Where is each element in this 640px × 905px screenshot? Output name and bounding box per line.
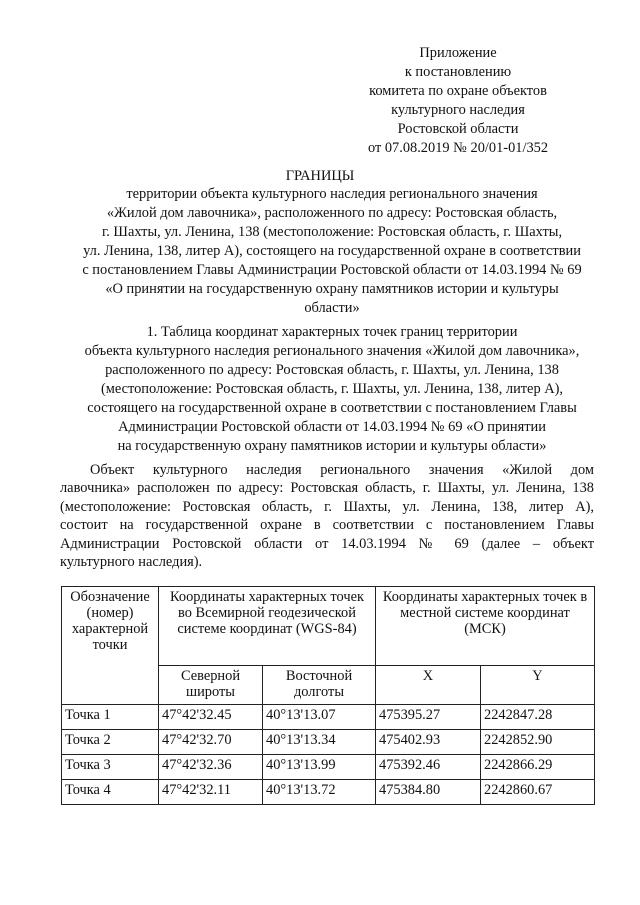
cell-lat: 47°42'32.70 — [159, 730, 263, 755]
header-x: X — [376, 666, 481, 705]
paragraph-line: Администрации Ростовской области от 14.03.1994 № 69 (далее – объект — [60, 535, 594, 552]
appendix-block — [328, 44, 588, 158]
document-subtitle — [52, 185, 612, 318]
header-designation: Обозначение (номер) характерной точки — [62, 587, 159, 705]
header-wgs: Координаты характерных точек во Всемирной геодезической системе координат (WGS-84) — [159, 587, 376, 666]
cell-lat: 47°42'32.11 — [159, 780, 263, 805]
subtitle-line: области» — [304, 300, 360, 316]
cell-x: 475392.46 — [376, 755, 481, 780]
table-row — [62, 755, 595, 780]
appendix-line: культурного наследия — [391, 102, 525, 118]
cell-y: 2242852.90 — [481, 730, 595, 755]
subtitle-line: ул. Ленина, 138, литер А), состоящего на государственной охране в соответствии — [83, 243, 581, 259]
section-heading-line: состоящего на государственной охране в соответствии с постановлением Главы — [87, 400, 577, 416]
table-row — [62, 705, 595, 730]
cell-x: 475395.27 — [376, 705, 481, 730]
cell-point: Точка 3 — [62, 755, 159, 780]
section-heading — [52, 323, 612, 456]
section-heading-line: объекта культурного наследия регионального значения «Жилой дом лавочника», — [84, 343, 580, 359]
cell-lat: 47°42'32.36 — [159, 755, 263, 780]
appendix-line: Приложение — [419, 45, 497, 61]
cell-point: Точка 2 — [62, 730, 159, 755]
subtitle-line: территории объекта культурного наследия регионального значения — [126, 186, 538, 202]
cell-lat: 47°42'32.45 — [159, 705, 263, 730]
paragraph-line: культурного наследия). — [60, 554, 203, 571]
section-heading-line: Администрации Ростовской области от 14.03.1994 № 69 «О принятии — [118, 419, 546, 435]
cell-y: 2242866.29 — [481, 755, 595, 780]
table-header-row — [62, 587, 595, 666]
appendix-line: от 07.08.2019 № 20/01-01/352 — [367, 140, 549, 156]
cell-x: 475384.80 — [376, 780, 481, 805]
paragraph-line: лавочника» расположен по адресу: Ростовская область, г. Шахты, ул. Ленина, 138 — [60, 480, 594, 497]
section-heading-line: 1. Таблица координат характерных точек границ территории — [146, 324, 518, 340]
body-paragraph — [60, 461, 594, 571]
header-north: Северной широты — [159, 666, 263, 705]
section-heading-line: (местоположение: Ростовская область, г. Шахты, ул. Ленина, 138, литер А), — [100, 381, 564, 397]
cell-lon: 40°13'13.34 — [263, 730, 376, 755]
appendix-line: к постановлению — [404, 64, 512, 80]
table-row — [62, 730, 595, 755]
paragraph-line: (местоположение: Ростовская область, г. Шахты, ул. Ленина, 138, литер А), — [60, 498, 594, 515]
cell-x: 475402.93 — [376, 730, 481, 755]
cell-y: 2242860.67 — [481, 780, 595, 805]
table-row — [62, 780, 595, 805]
appendix-line: комитета по охране объектов — [369, 83, 547, 99]
section-heading-line: на государственную охрану памятников истории и культуры области» — [117, 438, 547, 454]
section-heading-line: расположенного по адресу: Ростовская область, г. Шахты, ул. Ленина, 138 — [105, 362, 559, 378]
header-east: Восточной долготы — [263, 666, 376, 705]
header-msk: Координаты характерных точек в местной системе координат (МСК) — [376, 587, 595, 666]
coordinates-table — [61, 586, 595, 805]
cell-lon: 40°13'13.72 — [263, 780, 376, 805]
cell-lon: 40°13'13.99 — [263, 755, 376, 780]
paragraph-line: Объект культурного наследия регионального значения «Жилой дом — [90, 462, 594, 478]
subtitle-line: «О принятии на государственную охрану памятников истории и культуры — [105, 281, 559, 297]
subtitle-line: «Жилой дом лавочника», расположенного по адресу: Ростовская область, — [106, 205, 558, 221]
subtitle-line: с постановлением Главы Администрации Ростовской области от 14.03.1994 № 69 — [82, 262, 582, 278]
cell-lon: 40°13'13.07 — [263, 705, 376, 730]
cell-point: Точка 4 — [62, 780, 159, 805]
document-title: ГРАНИЦЫ — [285, 168, 355, 184]
cell-y: 2242847.28 — [481, 705, 595, 730]
cell-point: Точка 1 — [62, 705, 159, 730]
appendix-line: Ростовской области — [397, 121, 519, 137]
paragraph-line: состоит на государственной охране в соответствии с постановлением Главы — [60, 517, 594, 534]
subtitle-line: г. Шахты, ул. Ленина, 138 (местоположение: Ростовская область, г. Шахты, — [101, 224, 563, 240]
header-y: Y — [481, 666, 595, 705]
